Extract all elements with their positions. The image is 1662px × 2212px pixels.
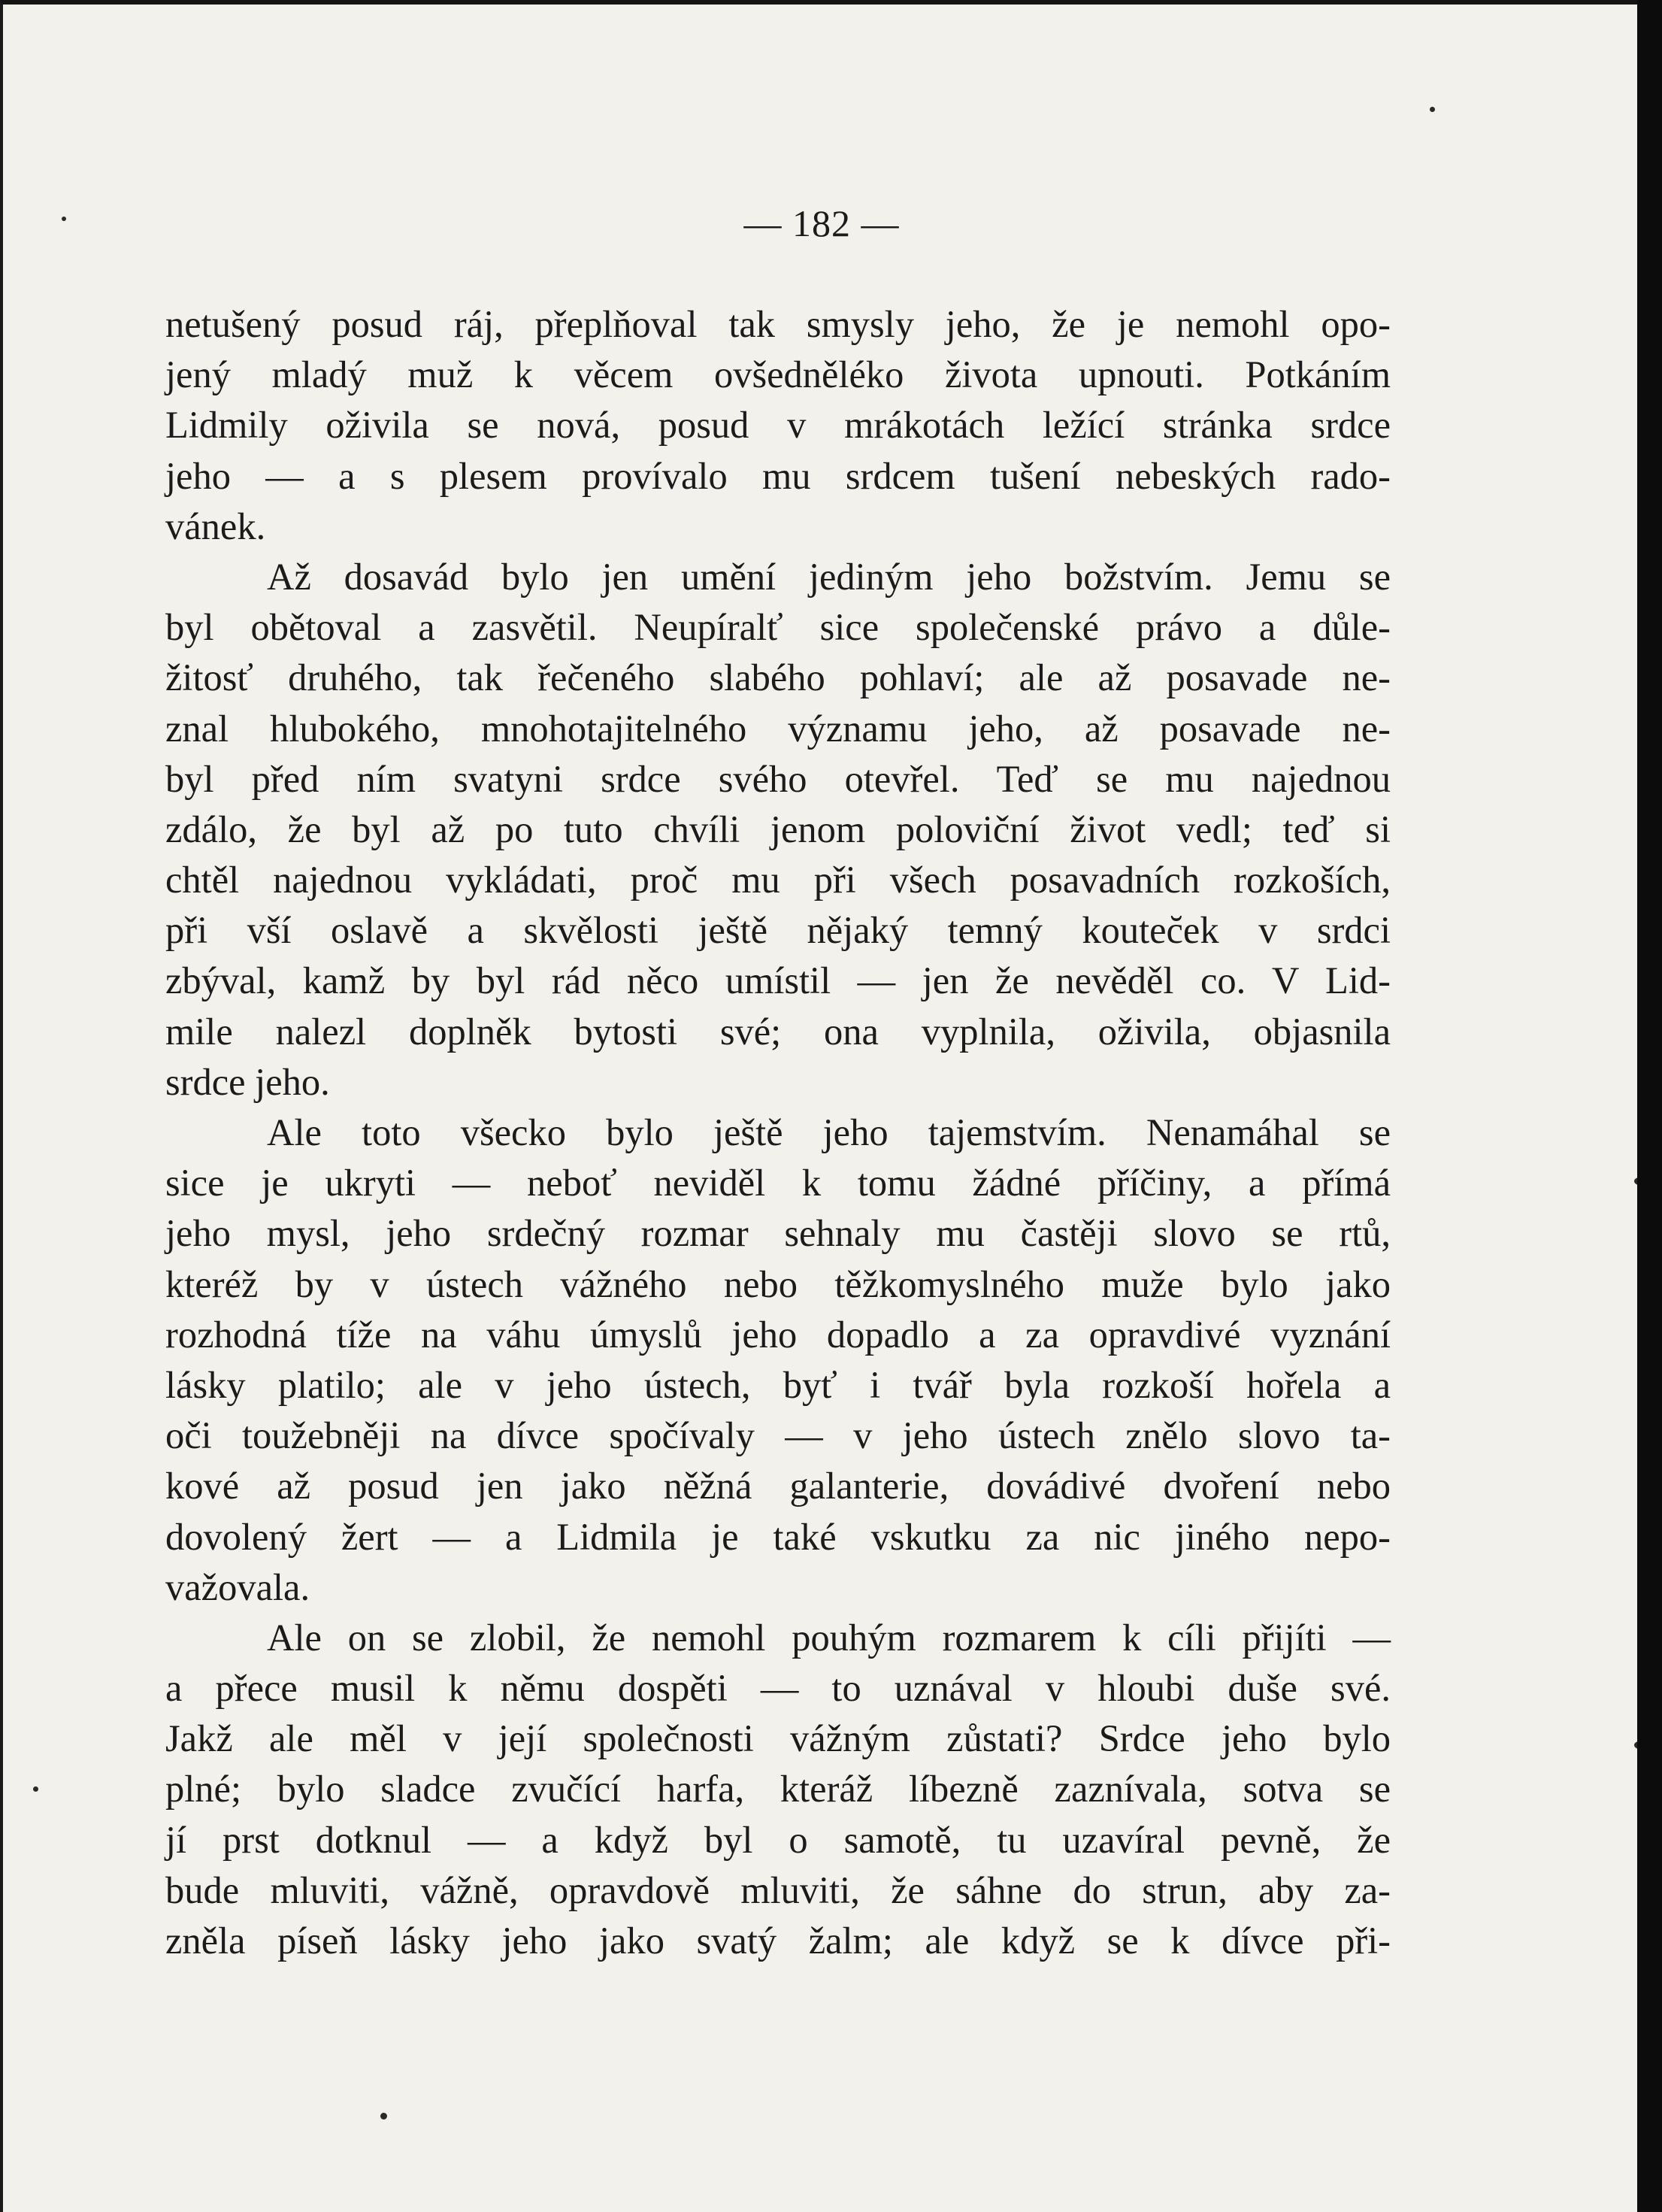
text-line: bude mluviti, vážně, opravdově mluviti, že sáhne do strun, aby za- xyxy=(165,1868,1391,1911)
page-number: — 182 — xyxy=(743,202,900,244)
text-line: vánek. xyxy=(165,505,266,547)
text-line: dovolený žert — a Lidmila je také vskutku za nic jiného nepo- xyxy=(165,1515,1391,1558)
scan-speck xyxy=(1430,107,1435,112)
text-line: oči toužebněji na dívce spočívaly — v jeho ústech znělo slovo ta- xyxy=(165,1414,1391,1457)
scan-edge xyxy=(1637,0,1662,2212)
text-line: jeho — a s plesem provívalo mu srdcem tušení nebeských rado- xyxy=(165,454,1391,497)
text-line: kové až posud jen jako něžná galanterie, dovádivé dvoření nebo xyxy=(165,1465,1391,1507)
paragraph-start-line: Až dosavád bylo jen umění jediným jeho božstvím. Jemu se xyxy=(267,555,1391,598)
text-line: a přece musil k němu dospěti — to uznával v hloubi duše své. xyxy=(165,1667,1391,1710)
text-line: važovala. xyxy=(165,1565,310,1608)
text-line: zněla píseň lásky jeho jako svatý žalm; ale když se k dívce při- xyxy=(165,1920,1391,1962)
text-line: sice je ukryti — neboť neviděl k tomu žádné příčiny, a přímá xyxy=(165,1162,1391,1204)
scan-speck xyxy=(62,217,66,221)
text-line: znal hlubokého, mnohotajitelného významu jeho, až posavade ne- xyxy=(165,707,1391,750)
text-line: byl před ním svatyni srdce svého otevřel. Teď se mu najednou xyxy=(165,757,1391,800)
text-line: zbýval, kamž by byl rád něco umístil — jen že nevěděl co. V Lid- xyxy=(165,959,1391,1002)
text-line: mile nalezl doplněk bytosti své; ona vyplnila, oživila, objasnila xyxy=(165,1010,1391,1053)
scan-speck xyxy=(380,2113,387,2120)
text-line: chtěl najednou vykládati, proč mu při všech posavadních rozkoších, xyxy=(165,859,1391,901)
text-line: jí prst dotknul — a když byl o samotě, tu uzavíral pevně, že xyxy=(165,1818,1391,1861)
text-line: lásky platilo; ale v jeho ústech, byť i tvář byla rozkoší hořela a xyxy=(165,1363,1391,1406)
scan-speck xyxy=(33,1786,38,1792)
text-line: plné; bylo sladce zvučící harfa, kteráž líbezně zaznívala, sotva se xyxy=(165,1768,1391,1811)
body-text xyxy=(165,299,1391,1966)
text-line: žitosť druhého, tak řečeného slabého pohlaví; ale až posavade ne- xyxy=(165,656,1391,699)
text-line: při vší oslavě a skvělosti ještě nějaký temný koutec̆ek v srdci xyxy=(165,909,1391,952)
text-line: srdce jeho. xyxy=(165,1060,330,1103)
text-line: jeho mysl, jeho srdečný rozmar sehnaly mu častěji slovo se rtů, xyxy=(165,1212,1391,1255)
text-line: Jakž ale měl v její společnosti vážným zůstati? Srdce jeho bylo xyxy=(165,1717,1391,1760)
text-line: jený mladý muž k věcem ovšedněléko života upnouti. Potkáním xyxy=(165,353,1391,396)
text-line: byl obětoval a zasvětil. Neupíralť sice společenské právo a důle- xyxy=(165,606,1391,649)
text-line: zdálo, že byl až po tuto chvíli jenom poloviční život vedl; teď si xyxy=(165,808,1391,850)
text-line: kteréž by v ústech vážného nebo těžkomyslného muže bylo jako xyxy=(165,1262,1391,1305)
text-line: Lidmily oživila se nová, posud v mrákotách ležící stránka srdce xyxy=(165,404,1391,447)
paragraph-start-line: Ale toto všecko bylo ještě jeho tajemstvím. Nenamáhal se xyxy=(267,1111,1391,1153)
paragraph-start-line: Ale on se zlobil, že nemohl pouhým rozmarem k cíli přijíti — xyxy=(267,1616,1391,1659)
text-line: rozhodná tíže na váhu úmyslů jeho dopadlo a za opravdivé vyznání xyxy=(165,1313,1391,1356)
text-line: netušený posud ráj, přeplňoval tak smysly jeho, že je nemohl opo- xyxy=(165,303,1391,345)
